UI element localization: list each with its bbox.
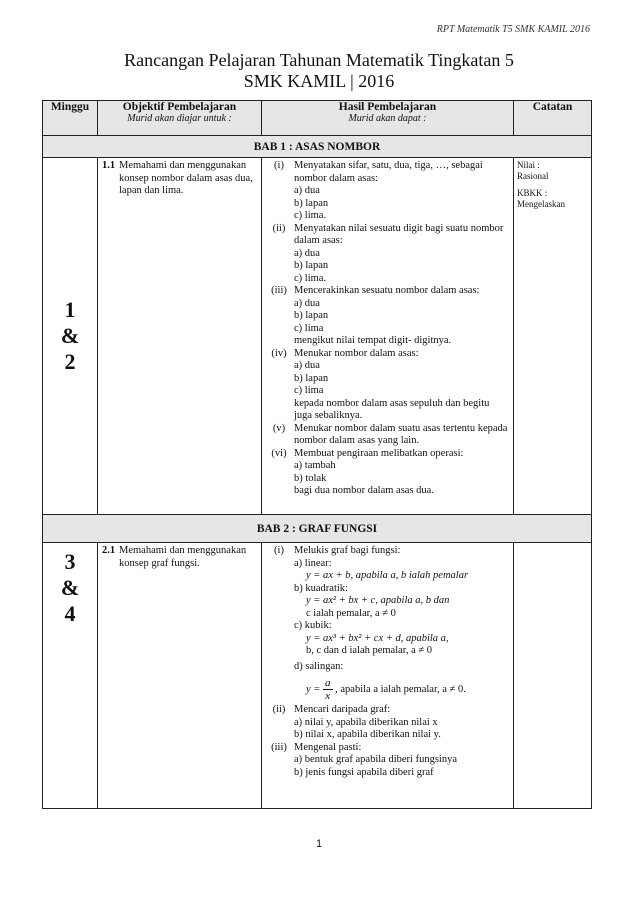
bab2-week-end: 4: [64, 601, 76, 626]
equation-kubik: y = ax³ + bx² + cx + d, apabila a,: [306, 632, 449, 644]
hasil-label: (v): [272, 422, 286, 434]
hasil-point: [264, 285, 509, 298]
hasil-label: (ii): [272, 222, 286, 234]
hasil-label: (i): [274, 160, 284, 171]
hasil-text: Mengenal pasti:: [294, 741, 362, 753]
header-hasil-label: Hasil Pembelajaran: [338, 101, 437, 113]
hasil-item: a) dua: [294, 297, 320, 309]
header-minggu: Minggu: [43, 101, 98, 136]
hasil-label: (iv): [271, 347, 287, 359]
bab2-catatan: [514, 543, 592, 809]
hasil-item: b) lapan: [294, 197, 329, 209]
page-title: [0, 50, 638, 92]
bab1-title: BAB 1 : ASAS NOMBOR: [43, 136, 592, 158]
hasil-item: bagi dua nombor dalam asas dua.: [294, 485, 434, 496]
bab1-objektif-number: 1.1: [102, 160, 116, 171]
hasil-item-linear: a) linear:: [294, 557, 332, 569]
bab2-week-amp: &: [60, 575, 80, 600]
bab2-title-row: [43, 515, 592, 543]
equation-kuadratik: y = ax² + bx + c, apabila a, b dan: [306, 595, 450, 606]
bab1-hasil: [262, 158, 514, 515]
bab1-week-amp: &: [60, 323, 80, 348]
page-number: 1: [315, 838, 323, 850]
hasil-item: c) lima.: [294, 210, 327, 221]
hasil-item: a) dua: [294, 185, 320, 196]
bab2-objektif: [98, 543, 262, 809]
hasil-label: (ii): [272, 704, 286, 715]
bab2-hasil-i: [264, 545, 509, 558]
title-line-1: Rancangan Pelajaran Tahunan Matematik Tingkatan 5: [124, 50, 514, 70]
hasil-point: [264, 223, 509, 248]
bab2-week-start: 3: [64, 549, 76, 574]
hasil-text: Mencerakinkan sesuatu nombor dalam asas:: [294, 285, 480, 296]
hasil-item: c) lima: [294, 322, 324, 334]
bab2-objektif-text: Memahami dan menggunakan konsep graf fungsi.: [119, 545, 247, 569]
header-objektif-label: Objektif Pembelajaran: [122, 101, 237, 113]
bab1-week-start: 1: [64, 297, 76, 322]
hasil-text: Mencari daripada graf:: [294, 704, 391, 715]
hasil-item-kubik: c) kubik:: [294, 620, 332, 631]
catatan-nilai-value: Rasional: [517, 171, 549, 181]
bab1-week-end: 2: [64, 349, 76, 374]
hasil-text: Menukar nombor dalam suatu asas tertentu kepada nombor dalam asas yang lain.: [294, 422, 508, 446]
equation-salingan-y: y =: [306, 683, 321, 695]
hasil-item: a) dua: [294, 360, 320, 371]
bab2-hasil: [262, 543, 514, 809]
bab2-content-row: [43, 543, 592, 809]
hasil-item: c) lima: [294, 385, 324, 396]
hasil-text: Menyatakan sifar, satu, dua, tiga, …, sebagai nombor dalam asas:: [294, 160, 483, 184]
bab2-hasil-iii: [264, 742, 509, 755]
bab1-minggu: [43, 158, 98, 515]
plan-table: [42, 100, 592, 809]
hasil-item-kuadratik: b) kuadratik:: [294, 582, 348, 594]
hasil-item: mengikut nilai tempat digit- digitnya.: [294, 335, 452, 346]
fraction-denominator: x: [325, 690, 331, 702]
bab2-minggu: [43, 543, 98, 809]
hasil-item: b) jenis fungsi apabila diberi graf: [294, 766, 434, 778]
bab1-objektif: [98, 158, 262, 515]
hasil-text: Menyatakan nilai sesuatu digit bagi suatu nombor dalam asas:: [294, 222, 504, 246]
equation-salingan-rest: , apabila a ialah pemalar, a ≠ 0.: [335, 683, 466, 695]
catatan-kbkk-label: KBKK :: [517, 188, 548, 198]
hasil-item: b) lapan: [294, 372, 329, 384]
header-objektif-sub: Murid akan diajar untuk :: [127, 113, 232, 124]
header-catatan: Catatan: [514, 101, 592, 136]
table-header-row: [43, 101, 592, 136]
hasil-point: [264, 423, 509, 448]
hasil-item: b) tolak: [294, 472, 327, 484]
hasil-item: b) lapan: [294, 310, 329, 321]
hasil-item: kepada nombor dalam asas sepuluh dan begitu juga sebaliknya.: [294, 397, 490, 421]
bab1-objektif-text: Memahami dan menggunakan konsep nombor dalam asas dua, lapan dan lima.: [119, 160, 253, 196]
title-line-2: SMK KAMIL | 2016: [243, 71, 395, 91]
catatan-kbkk-value: Mengelaskan: [517, 199, 565, 209]
hasil-label: (vi): [271, 447, 287, 459]
equation-linear: y = ax + b, apabila a, b ialah pemalar: [306, 570, 469, 581]
header-hasil: [262, 101, 514, 136]
hasil-label: (iii): [271, 285, 287, 296]
hasil-point: [264, 448, 509, 461]
equation-kubik-cont: b, c dan d ialah pemalar, a ≠ 0: [306, 645, 433, 656]
hasil-item-salingan: d) salingan:: [294, 660, 344, 672]
bab2-hasil-ii: [264, 704, 509, 717]
bab1-catatan: [514, 158, 592, 515]
hasil-item: b) lapan: [294, 260, 329, 271]
hasil-item: a) nilai y, apabila diberikan nilai x: [294, 716, 438, 728]
hasil-item: a) tambah: [294, 460, 336, 471]
header-objektif: [98, 101, 262, 136]
hasil-text: Membuat pengiraan melibatkan operasi:: [294, 447, 464, 459]
hasil-label: (i): [274, 545, 284, 556]
bab1-content-row: [43, 158, 592, 515]
bab2-objektif-number: 2.1: [102, 545, 116, 556]
fraction-numerator: a: [325, 677, 331, 689]
hasil-text: Menukar nombor dalam asas:: [294, 347, 419, 359]
hasil-item: a) dua: [294, 247, 320, 259]
bab2-title: BAB 2 : GRAF FUNGSI: [43, 515, 592, 543]
equation-salingan: [264, 677, 509, 702]
hasil-label: (iii): [271, 741, 287, 753]
hasil-text: Melukis graf bagi fungsi:: [294, 545, 401, 556]
equation-kuadratik-cont: c ialah pemalar, a ≠ 0: [306, 607, 396, 619]
hasil-item: b) nilai x, apabila diberikan nilai y.: [294, 729, 441, 740]
bab1-title-row: [43, 136, 592, 158]
hasil-item: a) bentuk graf apabila diberi fungsinya: [294, 754, 457, 765]
catatan-nilai-label: Nilai :: [517, 160, 540, 170]
hasil-item: c) lima.: [294, 272, 327, 284]
header-hasil-sub: Murid akan dapat :: [348, 113, 427, 124]
fraction-a-over-x: [323, 677, 333, 702]
hasil-point: [264, 348, 509, 361]
header-note: RPT Matematik T5 SMK KAMIL 2016: [436, 24, 590, 35]
hasil-point: [264, 160, 509, 185]
